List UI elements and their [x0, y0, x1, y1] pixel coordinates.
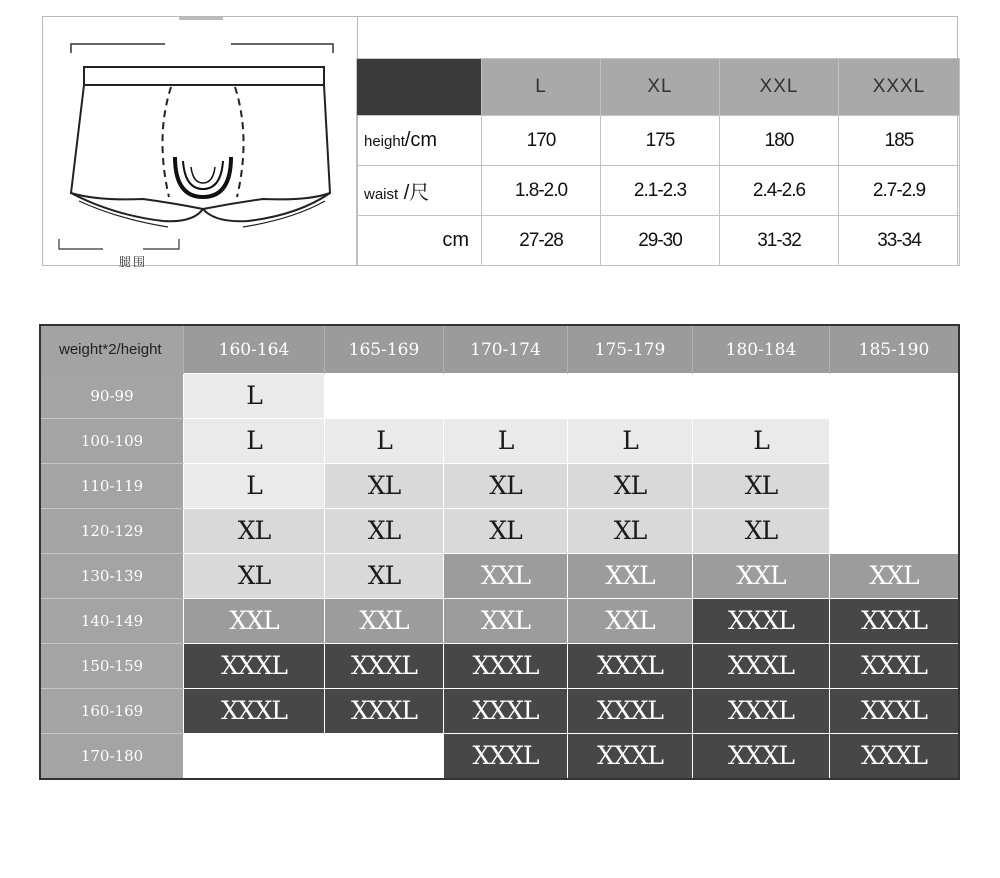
weight-range-label: 90-99 [40, 374, 184, 419]
table-cell: 2.1-2.3 [601, 166, 720, 216]
size-cell: XXL [444, 598, 568, 643]
table-cell: 170 [482, 116, 601, 166]
size-cell: XXXL [693, 733, 830, 779]
size-cell: L [693, 418, 830, 463]
size-cell: L [184, 463, 325, 508]
weight-range-label: 130-139 [40, 553, 184, 598]
size-header-row [357, 59, 960, 116]
table-cell: 2.7-2.9 [839, 166, 960, 216]
size-cell: XXL [184, 598, 325, 643]
size-cell [325, 374, 444, 419]
size-cell: XXXL [444, 733, 568, 779]
size-header-xl: XL [601, 59, 720, 116]
size-cell: XL [444, 508, 568, 553]
weight-row [40, 643, 959, 688]
size-cell: XXXL [830, 733, 960, 779]
size-cell: XXXL [568, 688, 693, 733]
size-cell: XXXL [444, 643, 568, 688]
size-cell: L [444, 418, 568, 463]
leg-circumference-label: 腿围 [119, 255, 148, 269]
size-cell: XXXL [325, 688, 444, 733]
row-label [357, 116, 482, 166]
size-spec-table [356, 58, 960, 266]
size-cell: XXL [325, 598, 444, 643]
cm-row [357, 216, 960, 266]
height-range-header: 165-169 [325, 325, 444, 374]
size-cell: XXXL [693, 643, 830, 688]
boxer-briefs-diagram-icon [43, 17, 357, 265]
height-range-header: 170-174 [444, 325, 568, 374]
table-cell: 33-34 [839, 216, 960, 266]
weight-range-label: 150-159 [40, 643, 184, 688]
table-cell: 180 [720, 116, 839, 166]
size-cell [325, 733, 444, 779]
weight-height-size-chart [39, 324, 960, 780]
table-cell: 27-28 [482, 216, 601, 266]
table-cell: 2.4-2.6 [720, 166, 839, 216]
weight-row [40, 508, 959, 553]
size-cell: L [184, 374, 325, 419]
weight-range-label: 110-119 [40, 463, 184, 508]
size-cell: XXL [568, 553, 693, 598]
size-cell: L [184, 418, 325, 463]
size-cell: L [325, 418, 444, 463]
weight-row [40, 418, 959, 463]
weight-row [40, 733, 959, 779]
size-cell [444, 374, 568, 419]
size-cell: XL [693, 508, 830, 553]
row-label [357, 166, 482, 216]
size-cell: XXXL [830, 598, 960, 643]
height-range-header: 175-179 [568, 325, 693, 374]
size-cell [184, 733, 325, 779]
size-cell: XXXL [830, 688, 960, 733]
size-cell: L [568, 418, 693, 463]
size-cell: XXL [444, 553, 568, 598]
size-cell [830, 374, 960, 419]
weight-row [40, 598, 959, 643]
size-cell: XL [568, 508, 693, 553]
illustration-panel [43, 17, 358, 269]
size-cell: XL [444, 463, 568, 508]
weight-row [40, 374, 959, 419]
size-table-corner [357, 59, 482, 116]
row-label-text: height [364, 133, 405, 150]
height-range-header: 185-190 [830, 325, 960, 374]
weight-range-label: 170-180 [40, 733, 184, 779]
weight-range-label: 160-169 [40, 688, 184, 733]
size-cell: XXL [693, 553, 830, 598]
height-header-row [40, 325, 959, 374]
row-label-unit: cm [442, 229, 469, 251]
size-cell: XL [184, 553, 325, 598]
weight-range-label: 140-149 [40, 598, 184, 643]
row-label [357, 216, 482, 266]
size-header-xxxl: XXXL [839, 59, 960, 116]
height-row [357, 116, 960, 166]
size-cell: XXXL [693, 688, 830, 733]
size-header-xxl: XXL [720, 59, 839, 116]
size-cell: XXXL [830, 643, 960, 688]
table-cell: 1.8-2.0 [482, 166, 601, 216]
size-cell: XXL [830, 553, 960, 598]
weight-range-label: 100-109 [40, 418, 184, 463]
weight-range-label: 120-129 [40, 508, 184, 553]
table-cell: 175 [601, 116, 720, 166]
size-cell: XL [184, 508, 325, 553]
size-cell: XXXL [693, 598, 830, 643]
size-cell: XXXL [184, 688, 325, 733]
row-label-unit: /cm [404, 129, 438, 151]
size-cell: XXXL [444, 688, 568, 733]
height-range-header: 180-184 [693, 325, 830, 374]
size-cell [830, 418, 960, 463]
waist-row [357, 166, 960, 216]
size-cell: XXXL [184, 643, 325, 688]
chart-corner-label: weight*2/height [40, 325, 184, 374]
size-cell: XXXL [325, 643, 444, 688]
size-cell [830, 463, 960, 508]
size-header-l: L [482, 59, 601, 116]
size-cell: XXXL [568, 643, 693, 688]
row-label-text: waist [364, 186, 399, 203]
size-cell [830, 508, 960, 553]
size-cell: XXL [568, 598, 693, 643]
size-cell: XL [325, 553, 444, 598]
row-label-unit: /尺 [398, 182, 430, 204]
table-cell: 185 [839, 116, 960, 166]
weight-row [40, 553, 959, 598]
table-cell: 31-32 [720, 216, 839, 266]
height-range-header: 160-164 [184, 325, 325, 374]
size-cell [568, 374, 693, 419]
size-cell: XL [325, 463, 444, 508]
size-cell: XL [325, 508, 444, 553]
size-cell: XL [568, 463, 693, 508]
size-cell: XL [693, 463, 830, 508]
weight-row [40, 688, 959, 733]
size-cell [693, 374, 830, 419]
chart-body [40, 374, 959, 779]
weight-row [40, 463, 959, 508]
size-cell: XXXL [568, 733, 693, 779]
table-cell: 29-30 [601, 216, 720, 266]
